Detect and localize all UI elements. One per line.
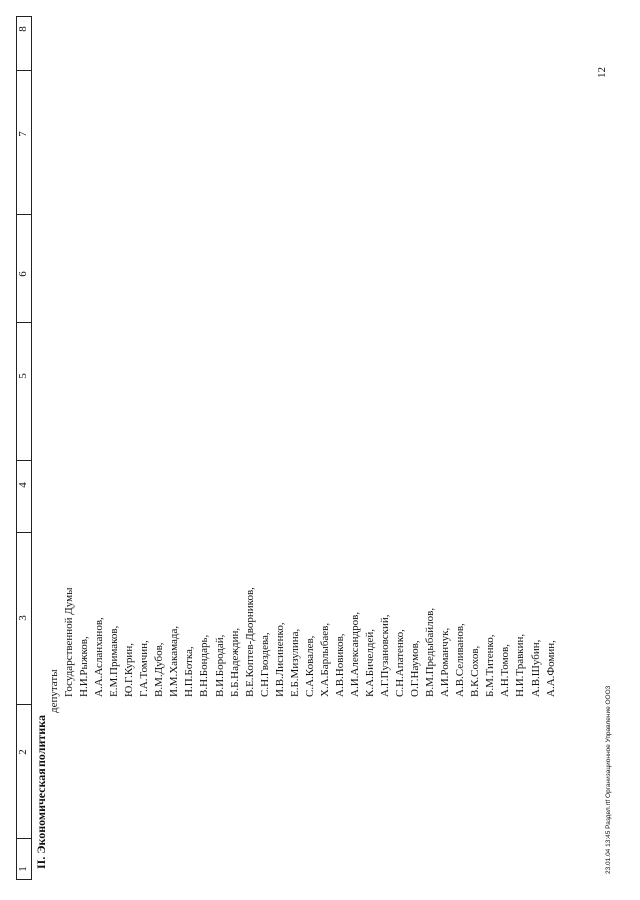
section-heading-part [34, 768, 49, 869]
list-item: В.Е.Коптев-Дворников, [243, 587, 256, 697]
column-number-7: 7 [17, 131, 29, 137]
list-item: А.А.Асланханов, [93, 617, 106, 697]
list-item: В.К.Сохов, [469, 645, 482, 697]
list-item: А.Н.Томов, [499, 644, 512, 697]
list-item: В.И.Бородай, [213, 634, 226, 697]
page-number: 12 [596, 67, 608, 78]
column-divider [17, 460, 31, 461]
column-number-1: 1 [17, 866, 29, 872]
list-item: В.М.Предыбайлов, [424, 607, 437, 697]
column-number-3: 3 [17, 615, 29, 621]
list-item: Н.И.Травкин, [514, 633, 527, 697]
column-divider [17, 838, 31, 839]
table-header-row [16, 16, 32, 880]
section-number: II. [34, 856, 48, 869]
list-item: А.В.Новиков, [333, 633, 346, 697]
column-divider [17, 322, 31, 323]
column-number-4: 4 [17, 482, 29, 488]
column-number-8: 8 [17, 26, 29, 32]
list-item: С.Н.Гвоздева, [258, 632, 271, 697]
list-item: депутаты [48, 669, 60, 713]
list-item: Государственной Думы [63, 587, 76, 697]
column-divider [17, 532, 31, 533]
deputies-list [47, 587, 559, 713]
list-item: Г.А.Томчин, [138, 640, 151, 697]
list-item: А.В.Селиванов, [454, 623, 467, 697]
list-item: Х.А.Барлыбаев, [318, 622, 331, 697]
list-item: Н.И.Рыжков, [78, 636, 91, 697]
list-item: О.Г.Наумов, [409, 640, 422, 697]
list-item: А.Г.Пузановский, [379, 614, 392, 697]
section-title-word-2: политика [34, 715, 48, 767]
list-item: С.Н.Апатенко, [394, 629, 407, 697]
section-title-word-1: Экономическая [34, 768, 48, 854]
column-number-6: 6 [17, 271, 29, 277]
list-item: Н.П.Ботка, [183, 646, 196, 697]
list-item: В.М.Дубов, [153, 642, 166, 697]
list-item: А.И.Александров, [348, 611, 361, 697]
list-item: И.В.Лисиненко, [273, 622, 286, 697]
list-item: Б.М.Титенко, [484, 634, 497, 697]
list-item: Е.М.Примаков, [108, 625, 121, 697]
list-item: Е.Б.Мизулина, [288, 628, 301, 697]
list-item: А.А.Фомин, [544, 640, 557, 697]
list-item: И.М.Хакамада, [168, 625, 181, 697]
list-item: А.В.Шубин, [529, 639, 542, 697]
file-footer: 23.01.04 13:45 Раздел.rtf Организационное Управление ООО3 [605, 685, 612, 874]
column-number-2: 2 [17, 749, 29, 755]
column-divider [17, 704, 31, 705]
column-number-5: 5 [17, 373, 29, 379]
list-item: Б.Б.Надеждин, [228, 627, 241, 697]
list-item: А.И.Романчук, [439, 627, 452, 697]
list-item: Ю.Г.Курин, [123, 643, 136, 697]
list-item: С.А.Ковалев, [303, 635, 316, 697]
list-item: К.А.Бичелдей, [363, 628, 376, 697]
column-divider [17, 70, 31, 71]
list-item: В.Н.Бондарь, [198, 634, 211, 697]
column-divider [17, 214, 31, 215]
